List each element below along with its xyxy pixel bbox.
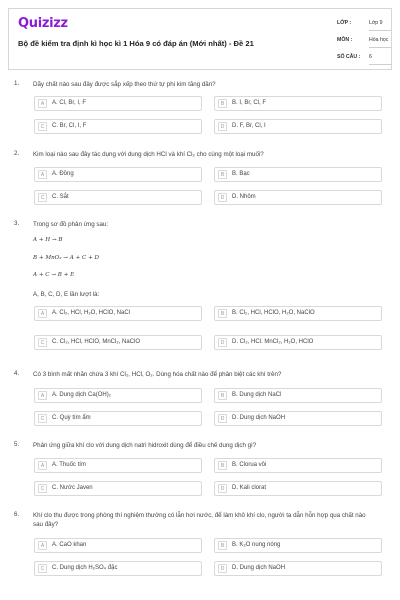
- meta-divider: [369, 64, 391, 65]
- option-text: A. Đồng: [52, 171, 74, 177]
- option-3b[interactable]: [214, 306, 382, 321]
- option-letter: A: [38, 99, 47, 108]
- option-2c[interactable]: [34, 190, 202, 205]
- option-letter: B: [218, 391, 227, 400]
- option-4b[interactable]: [214, 388, 382, 403]
- worksheet-title: Bộ đề kiểm tra định kì học kì 1 Hóa 9 có đáp án (Mới nhất) - Đề 21: [18, 39, 254, 48]
- option-text: A. CaO khan: [52, 542, 87, 548]
- option-5b[interactable]: [214, 458, 382, 473]
- equation-2: B + MnO₂ → A + C + D: [33, 255, 100, 261]
- option-3d[interactable]: [214, 335, 382, 350]
- question-text: Kim loại nào sau đây tác dụng với dung dịch HCl và khí Cl₂ cho cùng một loại muối?: [33, 151, 264, 158]
- option-letter: A: [38, 170, 47, 179]
- option-letter: B: [218, 309, 227, 318]
- option-letter: C: [38, 122, 47, 131]
- worksheet-header: [8, 8, 392, 70]
- meta-divider: [369, 30, 391, 31]
- meta-row-class: [331, 16, 393, 30]
- question-number: 6.: [14, 511, 20, 518]
- option-text: B. Dung dịch NaCl: [232, 392, 282, 398]
- option-1d[interactable]: [214, 119, 382, 134]
- option-1a[interactable]: [34, 96, 202, 111]
- option-text: C. Quỳ tím ẩm: [52, 415, 91, 421]
- question-text: Dãy chất nào sau đây được sắp xếp theo thứ tự phi kim tăng dần?: [33, 81, 216, 88]
- option-6a[interactable]: [34, 538, 202, 553]
- option-text: D. Cl₂, HCl. MnCl₂, H₂O, HClO: [232, 339, 314, 345]
- option-5a[interactable]: [34, 458, 202, 473]
- question-number: 2.: [14, 150, 20, 157]
- option-text: D. F, Br, Cl, I: [232, 123, 266, 129]
- option-2a[interactable]: [34, 167, 202, 182]
- option-2b[interactable]: [214, 167, 382, 182]
- option-letter: C: [38, 414, 47, 423]
- option-text: B. Clorua vôi: [232, 462, 267, 468]
- quizizz-logo: Quizizz: [18, 16, 68, 31]
- option-text: D. Dung dịch NaOH: [232, 415, 286, 421]
- option-letter: B: [218, 99, 227, 108]
- question-text: Trong sơ đồ phản ứng sau:: [33, 221, 109, 228]
- option-letter: B: [218, 541, 227, 550]
- option-text: D. Dung dịch NaOH: [232, 565, 286, 571]
- option-letter: D: [218, 484, 227, 493]
- option-text: C. Nước Javen: [52, 485, 93, 491]
- option-text: C. Cl₂, HCl, HClO, MnCl₂, NaClO: [52, 339, 140, 345]
- meta-value: Hóa học: [369, 37, 389, 43]
- option-text: C. Br, Cl, I, F: [52, 123, 87, 129]
- option-letter: A: [38, 391, 47, 400]
- option-text: D. Kali clorat: [232, 485, 267, 491]
- meta-label: SỐ CÂU :: [337, 54, 361, 60]
- option-6c[interactable]: [34, 561, 202, 576]
- option-text: A. Dung dịch Ca(OH)₂: [52, 392, 112, 398]
- option-text: A. Cl, Br, I, F: [52, 100, 87, 106]
- meta-row-subject: [331, 33, 393, 47]
- option-letter: C: [38, 564, 47, 573]
- option-letter: A: [38, 309, 47, 318]
- option-text: B. K₂O nung nóng: [232, 542, 281, 548]
- option-letter: C: [38, 193, 47, 202]
- meta-row-count: [331, 50, 393, 64]
- option-text: B. I, Br, Cl, F: [232, 100, 267, 106]
- option-text: C. Dung dịch H₂SO₄ đặc: [52, 565, 118, 571]
- option-4d[interactable]: [214, 411, 382, 426]
- meta-value: Lớp 9: [369, 20, 383, 26]
- option-text: B. Bạc: [232, 171, 250, 177]
- option-6d[interactable]: [214, 561, 382, 576]
- option-letter: D: [218, 414, 227, 423]
- option-letter: C: [38, 338, 47, 347]
- option-6b[interactable]: [214, 538, 382, 553]
- option-letter: C: [38, 484, 47, 493]
- option-1b[interactable]: [214, 96, 382, 111]
- option-letter: B: [218, 461, 227, 470]
- option-text: D. Nhôm: [232, 194, 256, 200]
- option-4a[interactable]: [34, 388, 202, 403]
- option-text: C. Sắt: [52, 194, 69, 200]
- question-subtext: A, B, C, D, E lần lượt là:: [33, 291, 100, 298]
- equation-3: A + C → B + E: [33, 272, 75, 278]
- question-number: 3.: [14, 220, 20, 227]
- option-4c[interactable]: [34, 411, 202, 426]
- option-letter: A: [38, 541, 47, 550]
- option-text: B. Cl₂, HCl, HClO, H₂O, NaClO: [232, 310, 315, 316]
- option-text: A. Cl₂, HCl, H₂O, HClO, NaCl: [52, 310, 130, 316]
- option-text: A. Thuốc tím: [52, 462, 86, 468]
- question-text: Phản ứng giữa khí clo với dung dịch natri hidroxit dùng để điều chế dung dịch gì?: [33, 442, 257, 449]
- option-letter: D: [218, 564, 227, 573]
- question-text: Có 3 bình mất nhãn chứa 3 khí Cl₂, HCl, O₂. Dùng hóa chất nào để phân biệt các khí trên?: [33, 371, 282, 378]
- option-5c[interactable]: [34, 481, 202, 496]
- question-number: 5.: [14, 441, 20, 448]
- equation-1: A + H → B: [33, 237, 63, 243]
- question-number: 4.: [14, 370, 20, 377]
- question-number: 1.: [14, 80, 20, 87]
- option-3a[interactable]: [34, 306, 202, 321]
- meta-label: MÔN :: [337, 37, 353, 43]
- meta-divider: [369, 47, 391, 48]
- meta-label: LỚP :: [337, 20, 352, 26]
- option-letter: D: [218, 122, 227, 131]
- question-text: Khí clo thu được trong phòng thí nghiệm thường có lẫn hơi nước, để làm khô khí clo, người ta dẫn hỗn hợp qua chất nào sau đây?: [33, 512, 366, 528]
- option-1c[interactable]: [34, 119, 202, 134]
- option-3c[interactable]: [34, 335, 202, 350]
- meta-value: 6: [369, 54, 372, 60]
- option-letter: D: [218, 193, 227, 202]
- option-letter: A: [38, 461, 47, 470]
- option-letter: B: [218, 170, 227, 179]
- option-letter: D: [218, 338, 227, 347]
- option-5d[interactable]: [214, 481, 382, 496]
- option-2d[interactable]: [214, 190, 382, 205]
